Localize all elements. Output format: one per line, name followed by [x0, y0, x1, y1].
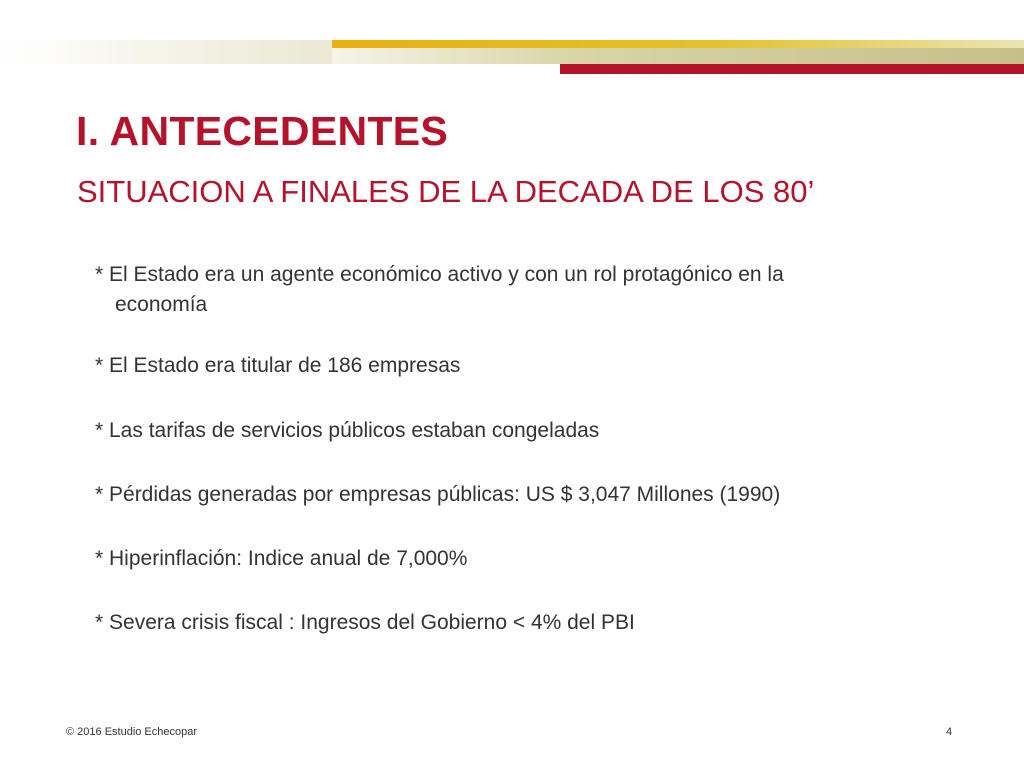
footer-copyright: © 2016 Estudio Echecopar — [66, 726, 198, 738]
bullet-text-line2: economía — [115, 293, 208, 316]
bullet-item: * Severa crisis fiscal : Ingresos del Gobierno < 4% del PBI — [95, 611, 635, 634]
bullet-item: * El Estado era titular de 186 empresas — [95, 354, 461, 377]
bullet-text-line1: * El Estado era un agente económico activo y con un rol protagónico en la — [95, 263, 784, 286]
header-band-olive — [332, 48, 1024, 64]
bullet-item: * Las tarifas de servicios públicos estaban congeladas — [95, 419, 600, 442]
bullet-item — [95, 260, 875, 320]
bullet-item: * Hiperinflación: Indice anual de 7,000% — [95, 547, 468, 570]
slide-subtitle: SITUACION A FINALES DE LA DECADA DE LOS 80’ — [77, 174, 815, 209]
page-number: 4 — [946, 726, 953, 738]
header-band-red — [560, 64, 1024, 74]
header-band-gold — [332, 40, 1024, 48]
slide-title: I. ANTECEDENTES — [76, 108, 449, 154]
bullet-item: * Pérdidas generadas por empresas públicas: US $ 3,047 Millones (1990) — [95, 483, 781, 506]
